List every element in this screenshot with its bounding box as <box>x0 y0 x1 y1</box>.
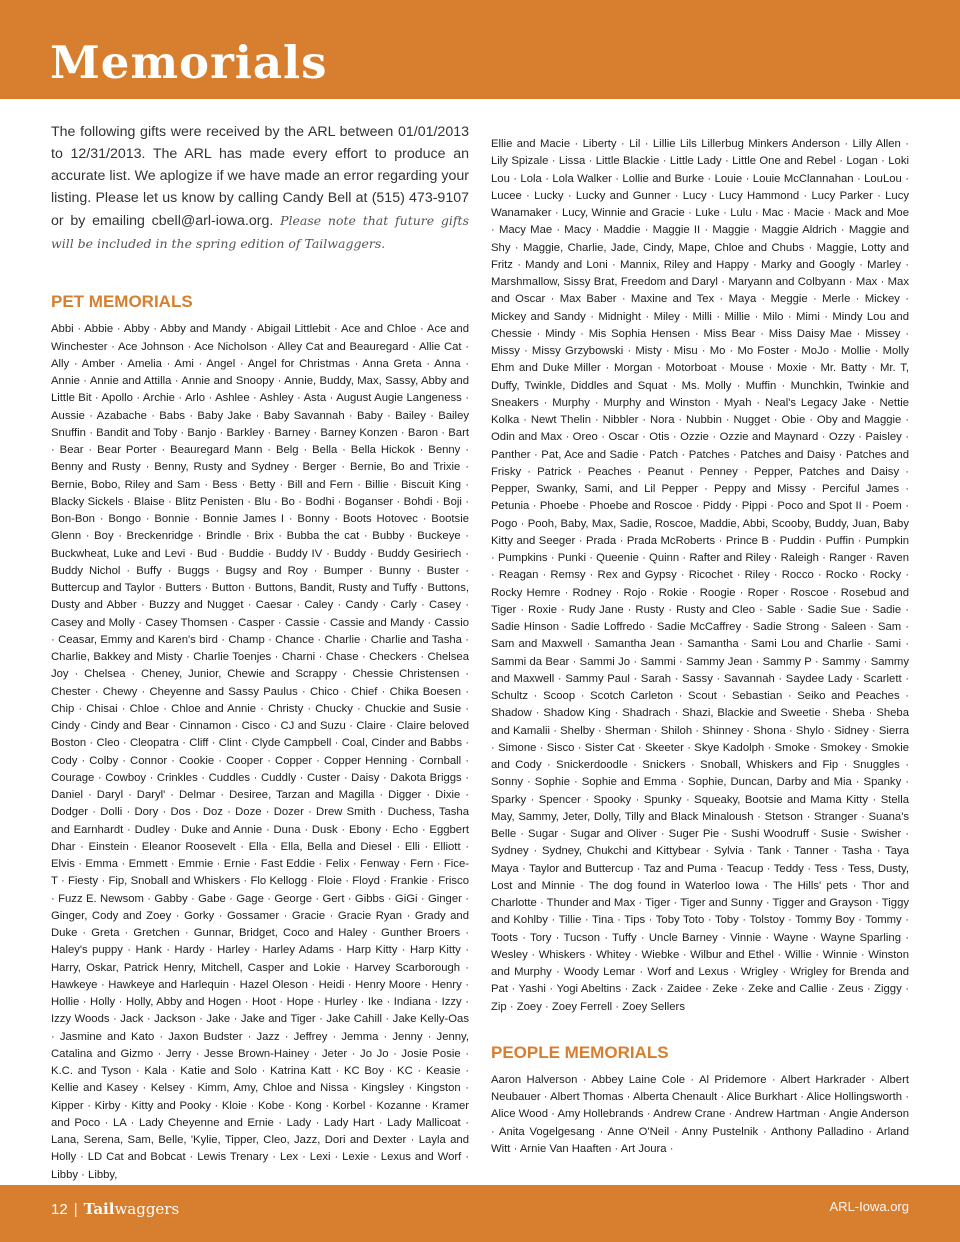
footer-separator: | <box>73 1201 78 1218</box>
footer-left <box>51 1199 179 1220</box>
pet-memorials-list-left: Abbi · Abbie · Abby · Abby and Mandy · Abigail Littlebit · Ace and Chloe · Ace and Winchester · Ace Johnson · Ace Nicholson · Alley Cat and Beauregard · Allie Cat · Ally · Amber · Amelia · Ami · Angel · Angel for Christmas · Anna Greta · Anna · Annie · Annie and Attilla · Annie and Snoopy · Annie, Buddy, Max, Sassy, Abby and Little Bit · Apollo · Archie · Arlo · Ashlee · Ashley · Asta · August Augie Langeness · Aussie · Azabache · Babs · Baby Jake · Baby Savannah · Baby · Bailey · Bailey Snuffin · Bandit and Toby · Banjo · Barkley · Barney · Barney Konzen · Baron · Bart · Bear · Bear Porter · Beauregard Mann · Belg · Bella · Bella Hickok · Benny · Benny and Rusty · Benny, Rusty and Sydney · Berger · Bernie, Bo and Trixie · Bernie, Bobo, Riley and Sam · Bess · Betty · Bill and Fern · Billie · Biscuit King · Blacky Sickels · Blaise · Blitz Penisten · Blu · Bo · Bodhi · Boganser · Bohdi · Boji · Bon-Bon · Bongo · Bonnie · Bonnie James I · Bonny · Boots Hotovec · Bootsie Glenn · Boy · Breckenridge · Brindle · Brix · Bubba the cat · Bubby · Buckeye · Buckwheat, Luke and Levi · Bud · Buddie · Buddy IV · Buddy · Buddy Gesiriech · Buddy Nichol · Buffy · Buggs · Bugsy and Roy · Bumper · Bunny · Buster · Buttercup and Taylor · Butters · Button · Buttons, Bandit, Rusty and Tuffy · Buttons, Dusty and Abber · Buzzy and Nugget · Caesar · Caley · Candy · Carly · Casey · Casey and Molly · Casey Thomsen · Casper · Cassie · Cassie and Mandy · Cassio · Ceasar, Emmy and Karen's bird · Champ · Chance · Charlie · Charlie and Tasha · Charlie, Bakkey and Misty · Charlie Toenjes · Charni · Chase · Checkers · Chelsea Joy · Chelsea · Cheney, Junior, Chewie and Scrappy · Chessie Christensen · Chester · Chewy · Cheyenne and Sassy Paulus · Chico · Chief · Chika Boesen · Chip · Chisai · Chloe · Chloe and Annie · Christy · Chucky · Chuckie and Susie · Cindy · Cindy and Bear · Cinnamon · Cisco · CJ and Suzu · Claire · Claire beloved Boston · Cleo · Cleopatra · Cliff · Clint · Clyde Campbell · Coal, Cinder and Babbs · Cody · Colby · Connor · Cookie · Cooper · Copper · Copper Henning · Cornball · Courage · Cowboy · Crinkles · Cuddles · Cuddly · Custer · Daisy · Dakota Briggs · Daniel · Daryl · Daryl' · Delmar · Desiree, Tarzan and Magilla · Digger · Dixie · Dodger · Dolli · Dory · Dos · Doz · Doze · Dozer · Drew Smith · Duchess, Tasha and Earnhardt · Dudley · Duke and Annie · Duna · Dusk · Ebony · Echo · Eggbert Dhar · Einstein · Eleanor Roosevelt · Ella · Ella, Bella and Diesel · Elli · Elliott · Elvis · Emma · Emmett · Emmie · Ernie · Fast Eddie · Felix · Fenway · Fern · Fice-T · Fiesty · Fip, Snoball and Whiskers · Flo Kellogg · Floie · Floyd · Frankie · Frisco · Fuzz E. Newsom · Gabby · Gabe · Gage · George · Gert · Gibbs · GiGi · Ginger · Ginger, Cody and Zoey · Gorky · Gossamer · Gracie · Gracie Ryan · Grady and Duke · Greta · Gretchen · Gunnar, Bridget, Coco and Haley · Gunther Broers · Haley's puppy · Hank · Hardy · Harley · Harley Adams · Harp Kitty · Harp Kitty · Harry, Oskar, Patrick Henry, Mitchell, Casper and Lokie · Harvey Scarborough · Hawkeye · Hawkeye and Harlequin · Hazel Oleson · Heidi · Henry Moore · Henry · Hollie · Holly · Holly, Abby and Hogen · Hoot · Hope · Hurley · Ike · Indiana · Izzy · Izzy Woods · Jack · Jackson · Jake · Jake and Tiger · Jake Cahill · Jake Kelly-Oas · Jasmine and Kato · Jaxon Budster · Jazz · Jeffrey · Jemma · Jenny · Jenny, Catalina and Gizmo · Jerry · Jesse Brown-Hainey · Jeter · Jo Jo · Josie Posie · K.C. and Tyson · Kala · Katie and Solo · Katrina Katt · KC Boy · KC · Keasie · Kellie and Kasey · Kelsey · Kimm, Amy, Chloe and Nissa · Kingsley · Kingston · Kipper · Kirby · Kitty and Pooky · Kloie · Kobe · Kong · Korbel · Kozanne · Kramer and Poco · LA · Lady Cheyenne and Ernie · Lady · Lady Hart · Lady Mallicoat · Lana, Serena, Sam, Belle, 'Kylie, Tipper, Cleo, Jazz, Dori and Dexter · Layla and Holly · LD Cat and Bobcat · Lewis Trenary · Lex · Lexi · Lexie · Lexus and Worf · Libby · Libby, <box>51 323 469 1181</box>
page-number: 12 <box>51 1201 68 1218</box>
footer-url[interactable]: ARL-Iowa.org <box>829 1199 909 1214</box>
brand-name-regular: waggers <box>114 1200 180 1218</box>
brand-name-bold: Tail <box>83 1200 115 1218</box>
pet-memorials-list-right: Ellie and Macie · Liberty · Lil · Lillie Lils Lillerbug Minkers Anderson · Lilly Allen · Lily Spizale · Lissa · Little Blackie · Little Lady · Little One and Rebel · Logan · Loki Lou · Lola · Lola Walker · Lollie and Burke · Louie · Louie McClannahan · LouLou · Lucee · Lucky · Lucky and Gunner · Lucy · Lucy Hammond · Lucy Parker · Lucy Wanamaker · Lucy, Winnie and Gracie · Luke · Lulu · Mac · Macie · Mack and Moe · Macy Mae · Macy · Maddie · Maggie II · Maggie · Maggie Aldrich · Maggie and Shy · Maggie, Charlie, Jade, Cindy, Mape, Chloe and Chubs · Maggie, Lotty and Fritz · Mandy and Loni · Mannix, Riley and Happy · Marky and Googly · Marley · Marshmallow, Sissy Brat, Freedom and Daryl · Maryann and Colbyann · Max · Max and Oscar · Max Baber · Maxine and Tex · Maya · Meggie · Merle · Mickey · Mickey and Sandy · Midnight · Miley · Milli · Millie · Milo · Mimi · Mindy Lou and Chessie · Mindy · Mis Sophia Hensen · Miss Bear · Miss Daisy Mae · Missey · Missy · Missy Grzybowski · Misty · Misu · Mo · Mo Foster · MoJo · Mollie · Molly Ehm and Duke Miller · Morgan · Motorboat · Mouse · Moxie · Mr. Batty · Mr. T, Duffy, Twinkle, Diddles and Squat · Ms. Molly · Muffin · Munchkin, Twinkie and Sneakers · Murphy · Murphy and Winston · Myah · Neal's Legacy Jake · Nettie Kolka · Newt Thelin · Nibbler · Nora · Nubbin · Nugget · Obie · Oby and Maggie · Odin and Max · Oreo · Oscar · Otis · Ozzie · Ozzie and Maynard · Ozzy · Paisley · Panther · Pat, Ace and Sadie · Patch · Patches · Patches and Daisy · Patches and Frisky · Patrick · Peaches · Peanut · Penney · Pepper, Patches and Daisy · Pepper, Swanky, Sami, and Lil Pepper · Peppy and Missy · Perciful James · Petunia · Phoebe · Phoebe and Roscoe · Piddy · Pippi · Poco and Spot II · Poem · Pogo · Pooh, Baby, Max, Sadie, Roscoe, Maddie, Abbi, Scooby, Buddy, Juan, Baby Kitty and Seeger · Prada · Prada McRoberts · Prince B · Puddin · Puffin · Pumpkin · Pumpkins · Punki · Queenie · Quinn · Rafter and Riley · Raleigh · Ranger · Raven · Reagan · Remsy · Rex and Gypsy · Ricochet · Riley · Rocco · Rocko · Rocky · Rocky Hemre · Rodney · Rojo · Rokie · Roogie · Roper · Roscoe · Rosebud and Tiger · Roxie · Rudy Jane · Rusty · Rusty and Cleo · Sable · Sadie Sue · Sadie · Sadie Hinson · Sadie Loffredo · Sadie McCaffrey · Sadie Strong · Saleen · Sam · Sam and Maxwell · Samantha Jean · Samantha · Sami Lou and Charlie · Sami · Sammi da Bear · Sammi Jo · Sammi · Sammy Jean · Sammy P · Sammy · Sammy and Maxwell · Sammy Paul · Sarah · Sassy · Savannah · Saydee Lady · Scarlett · Schultz · Scoop · Scotch Carleton · Scout · Sebastian · Seiko and Peaches · Shadow · Shadow King · Shadrach · Shazi, Blackie and Sweetie · Sheba · Sheba and Kamalii · Shelby · Sherman · Shiloh · Shinney · Shona · Shylo · Sidney · Sierra · Simone · Sisco · Sister Cat · Skeeter · Skye Kadolph · Smoke · Smokey · Smokie and Cody · Snickerdoodle · Snickers · Snoball, Whiskers and Fip · Snuggles · Sonny · Sophie · Sophie and Emma · Sophie, Duncan, Darby and Mia · Spanky · Sparky · Spencer · Spooky · Spunky · Squeaky, Bootsie and Mama Kitty · Stella May, Sammy, Jeter, Dolly, Tilly and Black Minaloush · Stetson · Stranger · Suana's Belle · Sugar · Sugar and Oliver · Suger Pie · Sushi Woodruff · Susie · Swisher · Sydney · Sydney, Chukchi and Kittybear · Sylvia · Tank · Tanner · Tasha · Taya Maya · Taylor and Buttercup · Taz and Puma · Teacup · Teddy · Tess · Tess, Dusty, Lost and Minnie · The dog found in Waterloo Iowa · The Hills' pets · Thor and Charlotte · Thunder and Max · Tiger · Tiger and Sunny · Tigger and Grayson · Tiggy and Kohlby · Tillie · Tina · Tips · Toby Toto · Toby · Tolstoy · Tommy Boy · Tommy · Toots · Tory · Tucson · Tuffy · Uncle Barney · Vinnie · Wayne · Wayne Sparling · Wesley · Whiskers · Whitey · Wiebke · Wilbur and Ethel · Willie · Winnie · Winston and Murphy · Woody Lemar · Worf and Lexus · Wrigley · Wrigley for Brenda and Pat · Yashi · Yogi Abeltins · Zack · Zaidee · Zeke · Zeke and Callie · Zeus · Ziggy · Zip · Zoey · Zoey Ferrell · Zoey Sellers <box>491 138 909 1013</box>
intro-text: The following gifts were received by the ARL between 01/01/2013 to 12/31/2013. The ARL has made every effort to produce an accurate list. We aplogize if we have made an error regarding your listing. Please let us know by calling Candy Bell at (515) 473-9107 or by emailing cbell@arl-iowa.org. <box>51 124 469 229</box>
header-band <box>0 0 960 99</box>
right-column <box>491 136 909 1158</box>
pet-memorials-heading: PET MEMORIALS <box>51 292 193 312</box>
intro-paragraph <box>51 122 469 255</box>
people-memorials-list: Aaron Halverson · Abbey Laine Cole · Al Pridemore · Albert Harkrader · Albert Neubauer · Albert Thomas · Alberta Chenault · Alice Burkhart · Alice Hollingsworth · Alice Wood · Amy Hollebrands · Andrew Crane · Andrew Hartman · Angie Anderson · Anita Vogelgesang · Anne O'Neil · Anny Pustelnik · Anthony Palladino · Arland Witt · Arnie Van Haaften · Art Joura · <box>491 1073 909 1155</box>
people-memorials-heading: PEOPLE MEMORIALS <box>491 1042 669 1062</box>
left-column <box>51 122 469 1184</box>
intro-note: Please note that future gifts will be included in the spring edition of Tailwaggers. <box>51 212 469 251</box>
footer-band <box>0 1185 960 1242</box>
page-title: Memorials <box>50 36 328 89</box>
